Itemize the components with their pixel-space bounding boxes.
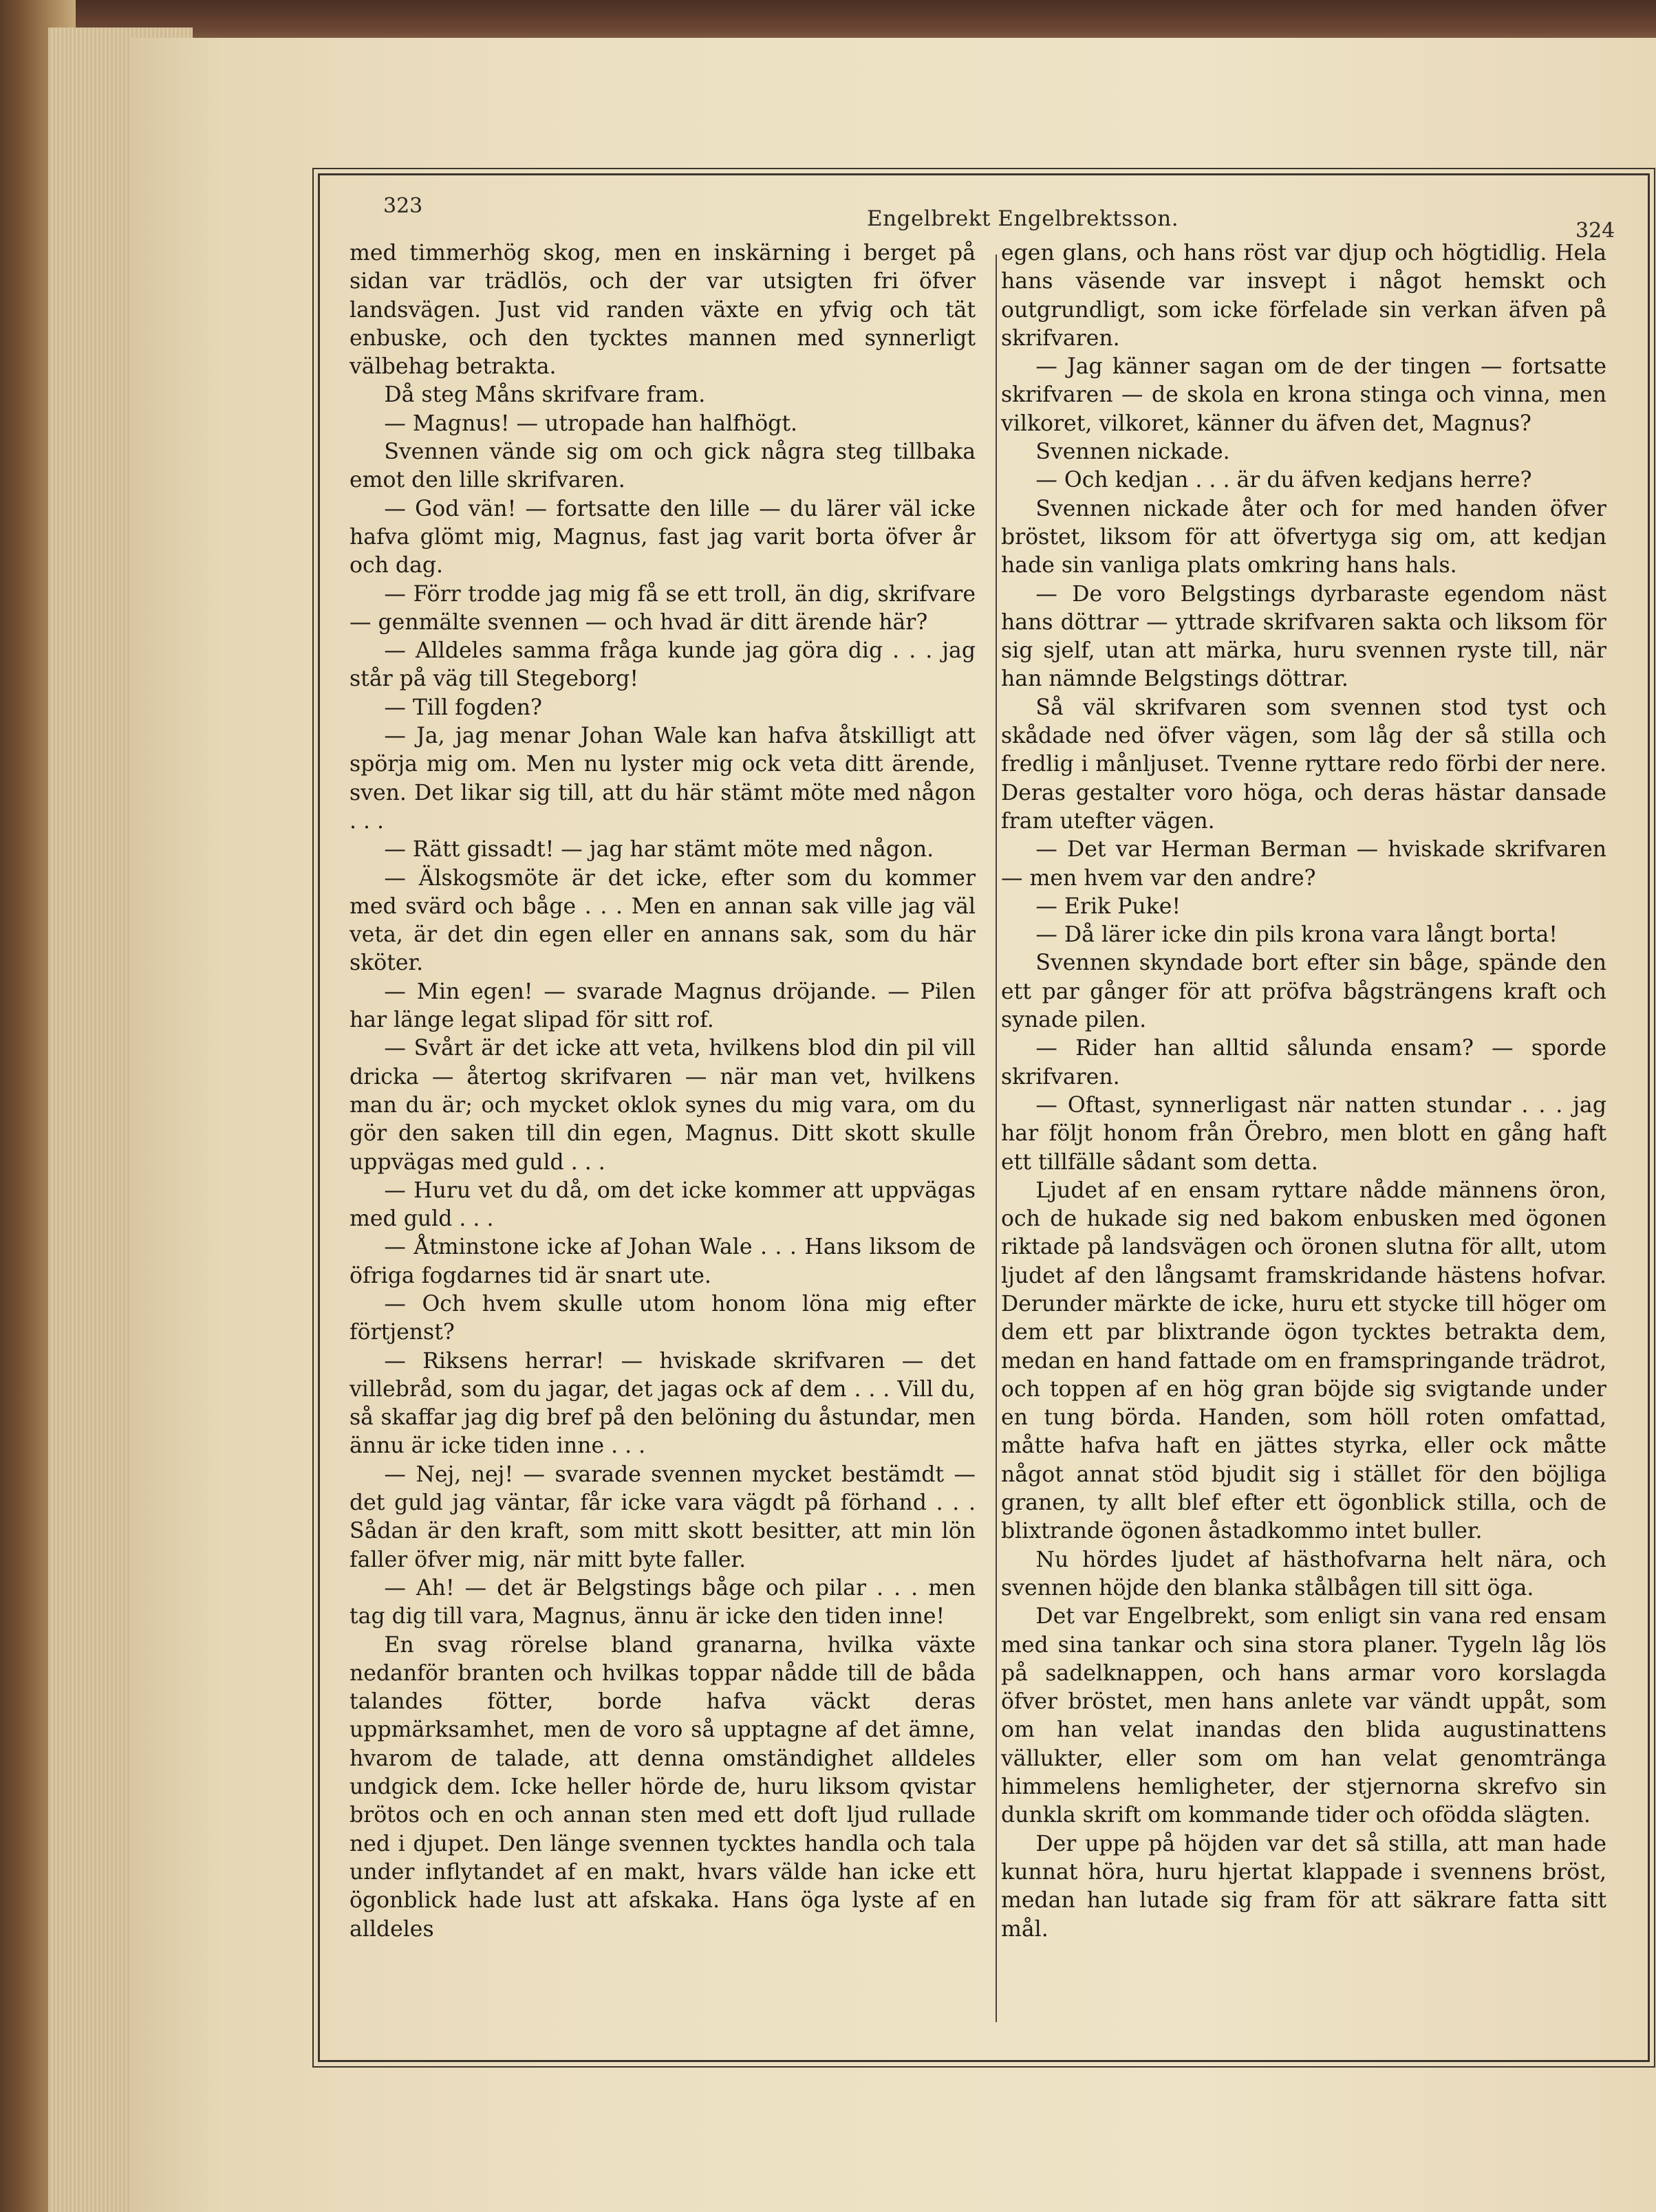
paragraph: — Nej, nej! — svarade svennen mycket bestämdt — det guld jag väntar, får icke vara vägdt på förhand . . . Sådan är den kraft, som mitt skott besitter, att min lön faller öfver mig, när mitt byte faller.: [350, 1462, 976, 1572]
paragraph: — Jag känner sagan om de der tingen — fortsatte skrifvaren — de skola en krona stinga och vinna, men vilkoret, vilkoret, känner du äfven det, Magnus?: [1001, 354, 1606, 436]
right-page-number: 324: [1576, 219, 1615, 243]
paragraph: — Ah! — det är Belgstings båge och pilar . . . men tag dig till vara, Magnus, ännu är icke den tiden inne!: [350, 1575, 976, 1629]
paragraph: En svag rörelse bland granarna, hvilka växte nedanför branten och hvilkas toppar nådde till de båda talandes fötter, borde hafva väckt deras uppmärksamhet, men de voro så upptagne af det ämne, hvarom de talade, att denna omständighet alldeles undgick dem. Icke heller hörde de, huru liksom qvistar brötos och en och annan sten med ett doft ljud rullade ned i djupet. Den länge svennen tycktes handla och tala under inflytandet af en makt, hvars välde han icke ett ögonblick hade lust att afskaka. Hans öga lyste af en alldeles: [350, 1632, 976, 1942]
paragraph: — Rider han alltid sålunda ensam? — sporde skrifvaren.: [1001, 1036, 1606, 1089]
left-text-column: [350, 239, 976, 1944]
paragraph: Svennen vände sig om och gick några steg tillbaka emot den lille skrifvaren.: [350, 440, 976, 493]
paragraph: Det var Engelbrekt, som enligt sin vana red ensam med sina tankar och sina stora planer. Tygeln låg lös på sadelknappen, och hans armar voro korslagda öfver bröstet, men hans anlete var vändt uppåt, som om han velat inandas den blida augustinattens vällukter, eller som om han velat genomtränga himmelens hemligheter, der stjernorna skrefvo sin dunkla skrift om kommande tider och ofödda slägten.: [1001, 1604, 1606, 1828]
paragraph: — Min egen! — svarade Magnus dröjande. — Pilen har länge legat slipad för sitt rof.: [350, 979, 976, 1033]
paragraph: Svennen skyndade bort efter sin båge, spände den ett par gånger för att pröfva bågsträngens kraft och synade pilen.: [1001, 951, 1606, 1033]
paragraph: — Rätt gissadt! — jag har stämt möte med någon.: [384, 837, 934, 863]
paragraph: Der uppe på höjden var det så stilla, att man hade kunnat höra, huru hjertat klappade i svennens bröst, medan han lutade sig fram för att säkrare fatta sitt mål.: [1001, 1831, 1606, 1942]
paragraph: — Magnus! — utropade han halfhögt.: [384, 411, 798, 436]
paragraph: Svennen nickade åter och for med handen öfver bröstet, liksom för att öfvertyga sig om, att kedjan hade sin vanliga plats omkring hans hals.: [1001, 496, 1606, 578]
left-page-number: 323: [383, 194, 423, 218]
paragraph: — Åtminstone icke af Johan Wale . . . Hans liksom de öfriga fogdarnes tid är snart ute.: [350, 1235, 976, 1288]
paragraph: — God vän! — fortsatte den lille — du lärer väl icke hafva glömt mig, Magnus, fast jag varit borta öfver år och dag.: [350, 496, 976, 578]
paragraph: — Ja, jag menar Johan Wale kan hafva åtskilligt att spörja mig om. Men nu lyster mig ock veta ditt ärende, sven. Det likar sig till, att du här stämt möte med någon . . .: [350, 724, 976, 834]
paragraph: — Det var Herman Berman — hviskade skrifvaren — men hvem var den andre?: [1001, 837, 1606, 891]
paragraph: — Förr trodde jag mig få se ett troll, än dig, skrifvare — genmälte svennen — och hvad är ditt ärende här?: [350, 581, 976, 635]
paragraph: — Och hvem skulle utom honom löna mig efter förtjenst?: [350, 1291, 976, 1345]
paragraph: — Oftast, synnerligast när natten stundar . . . jag har följt honom från Örebro, men blott en gång haft ett tillfälle sådant som detta.: [1001, 1092, 1606, 1175]
paragraph: — Erik Puke!: [1035, 893, 1181, 919]
paragraph: egen glans, och hans röst var djup och högtidlig. Hela hans väsende var insvept i något hemskt och outgrundligt, som icke förfelade sin verkan äfven på skrifvaren.: [1001, 241, 1606, 351]
paragraph: med timmerhög skog, men en inskärning i berget på sidan var trädlös, och der var utsigten fri öfver landsvägen. Just vid randen växte en yfvig och tät enbuske, och den tycktes mannen med synnerligt välbehag betrakta.: [350, 241, 976, 380]
right-text-column: [1001, 239, 1606, 1944]
running-head: Engelbrekt Engelbrektsson.: [867, 206, 1179, 231]
paragraph: — De voro Belgstings dyrbaraste egendom näst hans döttrar — yttrade skrifvaren sakta och liksom för sig sjelf, utan att märka, huru svennen ryste till, när han nämnde Belgstings döttrar.: [1001, 581, 1606, 692]
paragraph: Då steg Måns skrifvare fram.: [384, 382, 706, 408]
paragraph: — Huru vet du då, om det icke kommer att uppvägas med guld . . .: [350, 1178, 976, 1232]
paragraph: — Älskogsmöte är det icke, efter som du kommer med svärd och båge . . . Men en annan sak ville jag väl veta, är det din egen eller en annans sak, som du här sköter.: [350, 865, 976, 976]
paragraph: — Då lärer icke din pils krona vara långt borta!: [1035, 922, 1558, 948]
paragraph: — Alldeles samma fråga kunde jag göra dig . . . jag står på väg till Stegeborg!: [350, 638, 976, 692]
paragraph: Nu hördes ljudet af hästhofvarna helt nära, och svennen höjde den blanka stålbågen till sitt öga.: [1001, 1547, 1606, 1601]
paragraph: — Riksens herrar! — hviskade skrifvaren — det villebråd, som du jagar, det jagas ock af dem . . . Vill du, så skaffar jag dig bref på den belöning du åstundar, men ännu är icke tiden inne . . .: [350, 1348, 976, 1459]
paragraph: — Och kedjan . . . är du äfven kedjans herre?: [1035, 468, 1532, 493]
column-divider: [996, 254, 997, 2022]
paragraph: Ljudet af en ensam ryttare nådde männens öron, och de hukade sig ned bakom enbusken med ögonen riktade på landsvägen och öronen slutna för allt, utom ljudet af den långsamt framskridande hästens hofvar. Derunder märkte de icke, huru ett stycke till höger om dem ett par blixtrande ögon tycktes betrakta dem, medan en hand fattade om en framspringande trädrot, och toppen af en hög gran böjde sig svigtande under en tung börda. Handen, som höll roten omfattad, måtte hafva haft en jättes styrka, eller ock måtte något annat stöd bjudit sig i stället för den böjliga granen, ty allt blef efter ett ögonblick stilla, och de blixtrande ögonen åstadkommo intet buller.: [1001, 1178, 1606, 1544]
paragraph: Svennen nickade.: [1035, 440, 1230, 465]
paragraph: Så väl skrifvaren som svennen stod tyst och skådade ned öfver vägen, som låg der så stilla och fredlig i månljuset. Tvenne ryttare redo förbi der nere. Deras gestalter voro höga, och deras hästar dansade fram utefter vägen.: [1001, 695, 1606, 834]
paragraph: — Svårt är det icke att veta, hvilkens blod din pil vill dricka — återtog skrifvaren — när man vet, hvilkens man du är; och mycket oklok synes du mig vara, om du gör den saken till din egen, Magnus. Ditt skott skulle uppvägas med guld . . .: [350, 1036, 976, 1175]
paragraph: — Till fogden?: [384, 695, 542, 720]
